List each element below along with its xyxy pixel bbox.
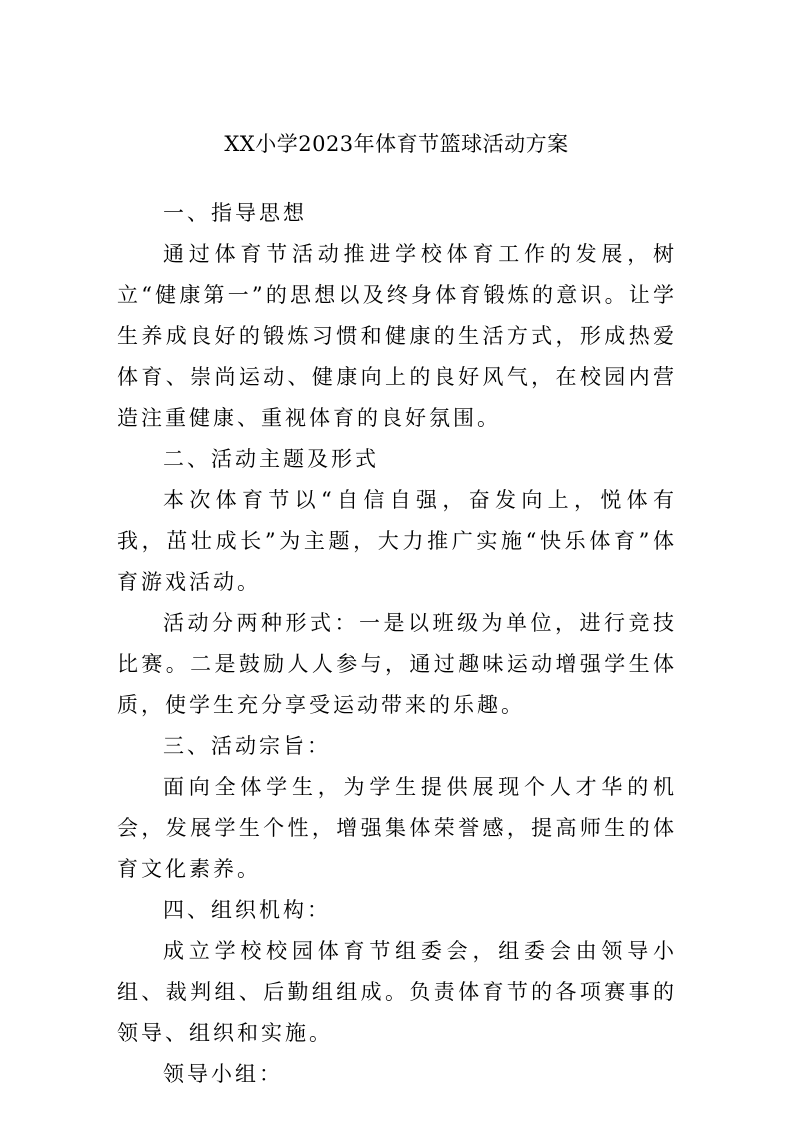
- paragraph-organization: 成立学校校园体育节组委会，组委会由领导小组、裁判组、后勤组组成。负责体育节的各项赛事的领导、组织和实施。: [117, 939, 677, 1045]
- section-heading-purpose: 三、活动宗旨：: [163, 734, 331, 758]
- section-heading-organization: 四、组织机构：: [163, 898, 331, 922]
- document-body: [117, 193, 677, 1095]
- section-heading-leadership-group: 领导小组：: [163, 1062, 283, 1086]
- document-title: XX小学2023年体育节篮球活动方案: [224, 132, 569, 156]
- section-heading-guiding-ideology: 一、指导思想: [163, 201, 307, 225]
- paragraph-purpose: 面向全体学生，为学生提供展现个人才华的机会，发展学生个性，增强集体荣誉感，提高师生的体育文化素养。: [117, 775, 677, 881]
- paragraph-guiding-ideology: 通过体育节活动推进学校体育工作的发展，树立“健康第一”的思想以及终身体育锻炼的意识。让学生养成良好的锻炼习惯和健康的生活方式，形成热爱体育、崇尚运动、健康向上的良好风气，在校园内营造注重健康、重视体育的良好氛围。: [117, 242, 677, 430]
- paragraph-theme: 本次体育节以“自信自强，奋发向上，悦体有我，茁壮成长”为主题，大力推广实施“快乐体育”体育游戏活动。: [117, 488, 677, 594]
- section-heading-theme-and-form: 二、活动主题及形式: [163, 447, 379, 471]
- paragraph-forms: 活动分两种形式：一是以班级为单位，进行竞技比赛。二是鼓励人人参与，通过趣味运动增强学生体质，使学生充分享受运动带来的乐趣。: [117, 611, 677, 717]
